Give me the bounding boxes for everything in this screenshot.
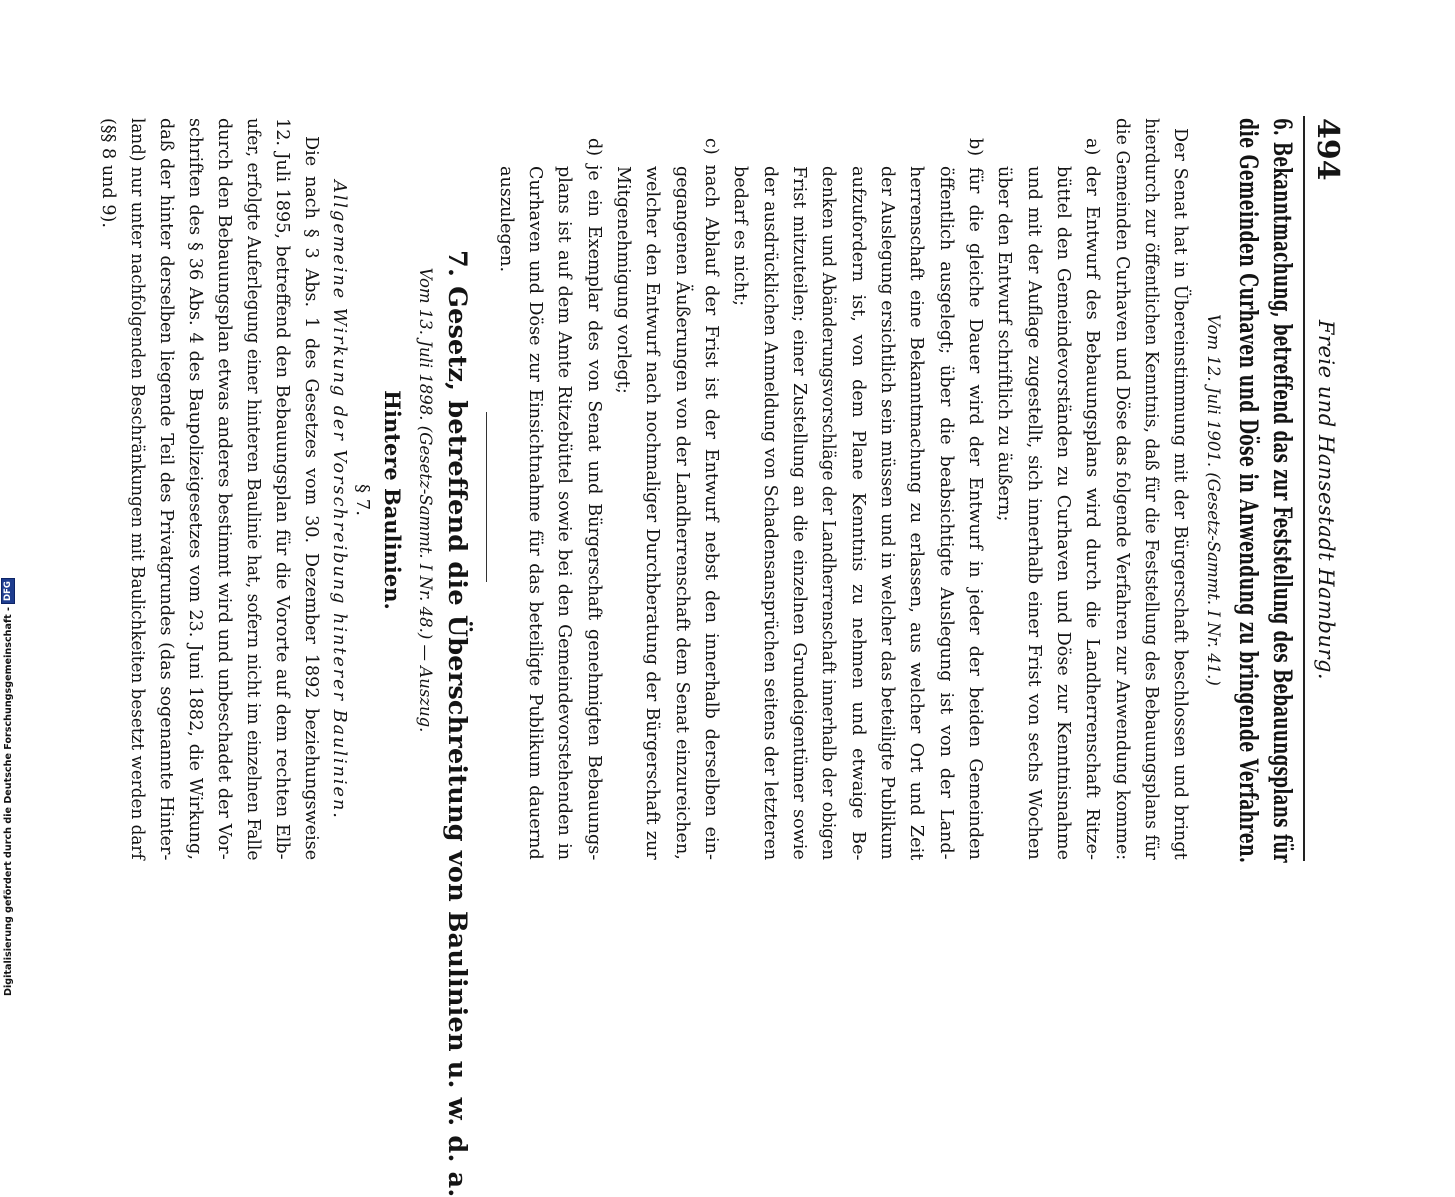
dfg-logo: DFG [1,578,15,604]
section6-line: c) nach Ablauf der Frist ist der Entwurf nebst den innerhalb derselben ein- [701,138,721,860]
section6-date-line: Vom 12. Juli 1901. (Gesetz-Sammt. I Nr. 41.) [1204,314,1223,686]
section-separator [486,412,487,582]
section6-line: und mit der Auflage zugestellt, sich innerhalb einer Frist von sechs Wochen [1024,166,1044,860]
section6-title-line1: 6. Bekanntmachung, betreffend das zur Feststellung des Bebauungsplans für [1267,118,1297,863]
section6-line: büttel den Gemeindevorständen zu Curhaven und Döse zur Kenntnisnahme [1053,166,1073,861]
paragraph-number: § 7. [352,484,373,516]
section6-line: a) der Entwurf des Bebauungsplans wird durch die Landherrenschaft Ritze- [1082,138,1102,860]
section6-line: denken und Abänderungsvorschläge der Landherrenschaft innerhalb der obigen [818,166,838,861]
section7-line: schriften des § 36 Abs. 4 des Baupolizeigesetzes vom 23. Juni 1882, die Wirkung, [185,118,205,860]
section7-date-line: Vom 13. Juli 1898. (Gesetz-Sammt. I Nr. 48.) — Auszug. [416,267,435,733]
section6-line: über den Entwurf schriftlich zu äußern; [994,166,1014,522]
section6-line: herrenschaft eine Bekanntmachung zu erlassen, aus welcher Ort und Zeit [906,166,926,861]
section6-line: bedarf es nicht; [730,166,750,307]
article-title: Allgemeine Wirkung der Vorschreibung hinterer Baulinien. [329,180,349,820]
section6-line: gegangenen Äußerungen von der Landherrenschaft dem Senat einzureichen, [672,166,692,860]
section7-heading: Hintere Baulinien. [380,390,405,610]
section7-line: land) nur unter nachfolgenden Beschränkungen mit Baulichkeiten besetzt werden darf [127,118,147,860]
credit-text: Digitalisierung gefördert durch die Deutsche Forschungsgemeinschaft - [2,606,14,996]
section6-line: Frist mitzuteilen; einer Zustellung an die einzelnen Grundeigentümer sowie [789,166,809,860]
section7-line: daß der hinter derselben liegende Teil des Privatgrundes (das sogenannte Hinter- [156,118,176,861]
section6-line: plans ist auf dem Amte Ritzebüttel sowie bei den Gemeindevorstehenden in [554,166,574,861]
digitization-credit [1,581,15,996]
section7-title: 7. Gesetz, betreffend die Überschreitung von Baulinien u. w. d. a. [442,250,472,1197]
section6-line: der ausdrücklichen Anmeldung von Schadensansprüchen seitens der letzteren [760,166,780,861]
section7-line: 12. Juli 1895, betreffend den Bebauungsplan für die Vororte auf dem rechten Elb- [272,118,292,860]
section6-line: Mitgenehmigung vorlegt; [613,166,633,394]
page-number: 494 [1310,118,1345,181]
section6-line: öffentlich ausgelegt; über die beabsichtigte Auslegung ist von der Land- [936,166,956,860]
section6-line: b) für die gleiche Dauer wird der Entwurf in jeder der beiden Gemeinden [965,138,985,860]
section6-line: die Gemeinden Curhaven und Döse das folgende Verfahren zur Anwendung komme: [1112,118,1132,861]
section7-line: Die nach § 3 Abs. 1 des Gesetzes vom 30. Dezember 1892 beziehungsweise [301,136,321,861]
header-rule [1303,116,1305,861]
section6-title-line2: die Gemeinden Curhaven und Döse in Anwendung zu bringende Verfahren. [1233,118,1263,864]
section6-line: Der Senat hat in Übereinstimmung mit der Bürgerschaft beschlossen und bringt [1170,128,1190,860]
section7-line: ufer, erfolgte Auferlegung einer hinteren Baulinie hat, sofern nicht im einzelnen Falle [243,118,263,861]
section6-line: der Auslegung ersichtlich sein müssen und in welcher das beteiligte Publikum [877,166,897,860]
running-head: Freie und Hansestadt Hamburg. [1314,319,1338,681]
section7-line: (§§ 8 und 9). [98,118,118,229]
section6-line: Curhaven und Döse zur Einsichtnahme für das beteiligte Publikum dauernd [525,166,545,860]
section7-line: durch den Bebauungsplan etwas anderes bestimmt wird und unbeschadet der Vor- [214,118,234,860]
section6-line: auszulegen. [496,166,516,273]
section6-line: welcher den Entwurf nach nochmaliger Durchberatung der Bürgerschaft zur [642,166,662,860]
section6-line: d) je ein Exemplar des von Senat und Bürgerschaft genehmigten Bebauungs- [584,138,604,861]
section6-line: hierdurch zur öffentlichen Kenntnis, daß für die Feststellung des Bebauungsplans für [1141,118,1161,860]
section6-line: aufzufordern ist, von dem Plane Kenntnis zu nehmen und etwaige Be- [848,166,868,861]
